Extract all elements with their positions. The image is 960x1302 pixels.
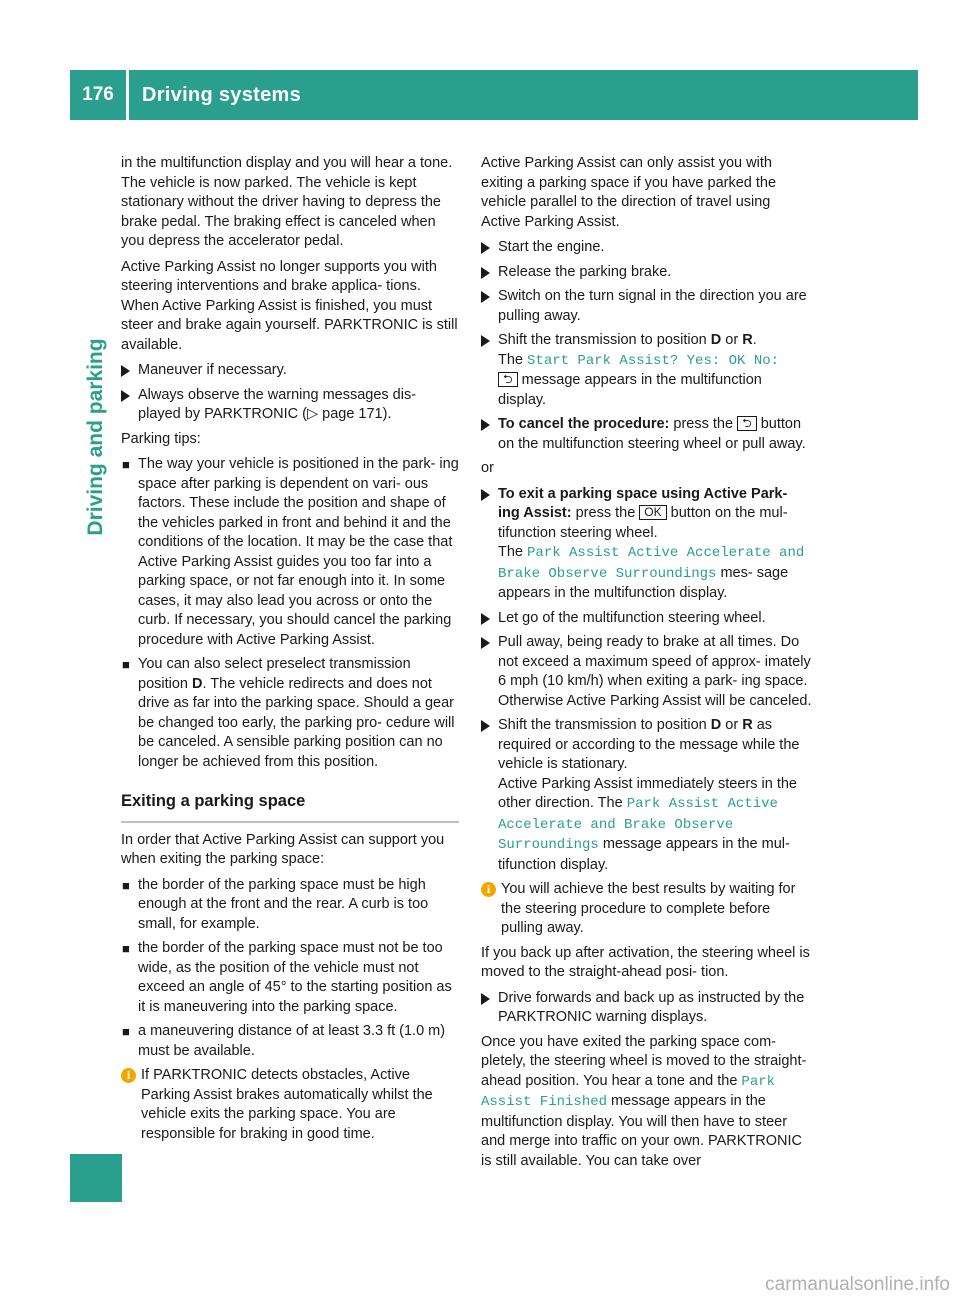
bullet-icon: ■: [122, 657, 130, 672]
step-text: Active Parking Assist immediately steers in the other direction. The: [498, 775, 797, 811]
bullet-item: [121, 1022, 459, 1061]
paragraph: In order that Active Parking Assist can support you when exiting the parking space:: [121, 831, 445, 867]
arrow-icon: [481, 720, 490, 732]
step-text: button on the multifunction steering wheel or pull away.: [498, 416, 806, 452]
gear-d: D: [192, 675, 203, 692]
step-item: [481, 331, 813, 410]
step-text: mes- sage appears in the multifunction display.: [498, 564, 789, 601]
arrow-icon: [481, 993, 490, 1005]
back-button-icon: ⮌: [737, 416, 757, 431]
step-text: Maneuver if necessary.: [138, 362, 287, 378]
arrow-icon: [481, 419, 490, 431]
bullet-text: You can also select preselect transmission position: [138, 656, 411, 692]
step-item: [481, 415, 813, 454]
left-column: [121, 154, 459, 1149]
paragraph: Active Parking Assist can only assist you with exiting a parking space if you have parked the vehicle parallel to the direction of travel using Active Parking Assist.: [481, 155, 777, 230]
step-label: To cancel the procedure:: [498, 416, 670, 432]
step-text: Release the parking brake.: [498, 263, 672, 280]
paragraph-text: Once you have exited the parking space com- pletely, the steering wheel is moved to the straight-ahead position. You hear a tone and the: [481, 1033, 807, 1089]
arrow-icon: [481, 242, 490, 254]
page-number: 176: [82, 84, 114, 105]
bullet-text: . The vehicle redirects and does not drive as far into the parking space. Should a gear be changed too early, the parking pro- cedure will be canceled. A sensible parking position can no longer be achieved from this position.: [138, 675, 455, 770]
bullet-icon: ■: [122, 877, 130, 893]
step-text: Shift the transmission to position: [498, 332, 711, 348]
step-item: [481, 287, 813, 326]
page-ref-link[interactable]: page 171).: [318, 406, 392, 422]
arrow-icon: [121, 365, 130, 377]
step-item: [481, 609, 813, 629]
step-label: To exit a parking space using Active Park- ing Assist:: [498, 485, 788, 521]
step-item: [481, 263, 813, 283]
chapter-marker: [70, 1154, 122, 1202]
bullet-text: a maneuvering distance of at least 3.3 ft (1.0 m) must be available.: [138, 1023, 446, 1059]
paragraph-text: message appears in the multifunction display. You will then have to steer and merge into traffic on your own. PARKTRONIC is still available. You can take over: [481, 1093, 803, 1169]
gear-d: D: [710, 717, 722, 733]
arrow-icon: [481, 613, 490, 625]
gear-d: D: [710, 332, 722, 348]
step-item: [121, 386, 459, 425]
info-text: If PARKTRONIC detects obstacles, Active Parking Assist brakes automatically whilst the vehicle exits the parking space. You are responsible for braking in good time.: [141, 1067, 433, 1142]
or-label: or: [481, 460, 494, 476]
arrow-icon: [481, 489, 490, 501]
info-icon: i: [481, 882, 496, 897]
tips-label: Parking tips:: [121, 430, 201, 447]
step-item: [481, 238, 813, 258]
display-message: Park Assist Active Accelerate and Brake Observe Surroundings: [498, 796, 778, 853]
bullet-item: [121, 876, 459, 935]
bullet-text: the border of the parking space must be high enough at the front and the rear. A curb is too small, for example.: [138, 876, 429, 932]
step-text: button on the mul- tifunction steering wheel.: [498, 505, 788, 541]
display-message: Park Assist Active Accelerate and Brake Observe Surroundings: [498, 545, 805, 582]
step-text: .: [752, 332, 757, 348]
step-text: as required or according to the message while the vehicle is stationary.: [498, 717, 800, 772]
step-text: press the: [669, 416, 738, 432]
step-text: Pull away, being ready to brake at all times. Do not exceed a maximum speed of approx- imately 6 mph (10 km/h) when exiting a park- ing space. Otherwise Active Parking Assist will be canceled.: [498, 634, 812, 709]
chapter-label: Driving and parking: [84, 338, 107, 536]
step-text: Let go of the multifunction steering wheel.: [498, 609, 766, 626]
arrow-icon: [121, 390, 130, 402]
step-item: [481, 989, 813, 1028]
step-text: message appears in the multifunction display.: [498, 372, 762, 408]
step-text: The: [498, 544, 528, 560]
step-text: Switch on the turn signal in the direction you are pulling away.: [498, 288, 807, 324]
bullet-icon: ■: [122, 457, 130, 472]
right-column: [481, 154, 813, 1177]
paragraph: [481, 1033, 813, 1172]
bullet-text: The way your vehicle is positioned in the park- ing space after parking is dependent on vari- ous factors. These include the position and shape of the vehicles parked in front and behind it and the conditions of the location. It may be the case that Active Parking Assist guides you too far into a parking space, or not far enough into it. In some cases, it may also lead you across or onto the curb. If necessary, you should cancel the parking procedure with Active Parking Assist.: [138, 456, 459, 648]
gear-r: R: [742, 717, 753, 733]
bullet-text: the border of the parking space must not be too wide, as the position of the vehicle must not exceed an angle of 45° to the starting position as it is maneuvering into the parking space.: [138, 940, 452, 1015]
paragraph: in the multifunction display and you will hear a tone. The vehicle is now parked. The vehicle is kept stationary without the driver having to depress the brake pedal. The braking effect is canceled when you depress the accelerator pedal.: [121, 155, 453, 249]
step-text: press the: [571, 505, 640, 521]
step-text: Shift the transmission to position: [498, 717, 711, 733]
page-header: [70, 70, 918, 120]
info-text: If you back up after activation, the steering wheel is moved to the straight-ahead posi- tion.: [481, 944, 810, 980]
step-text: Drive forwards and back up as instructed by the PARKTRONIC warning displays.: [498, 989, 805, 1025]
step-text: or: [721, 332, 743, 348]
step-item: [121, 361, 459, 381]
info-text: You will achieve the best results by waiting for the steering procedure to complete before pulling away.: [501, 881, 796, 936]
step-text: or: [721, 717, 743, 733]
arrow-icon: [481, 335, 490, 347]
bullet-item: [121, 655, 459, 772]
bullet-item: [121, 939, 459, 1017]
step-text: message appears in the mul- tifunction display.: [498, 836, 790, 873]
bullet-icon: ■: [122, 1024, 130, 1039]
info-note: [121, 1066, 459, 1144]
bullet-item: [121, 455, 459, 650]
page-ref-icon: ▷: [306, 406, 319, 422]
gear-r: R: [742, 332, 753, 348]
step-item: [481, 716, 813, 875]
step-text: The: [498, 351, 528, 368]
step-item: [481, 485, 813, 604]
step-text: Always observe the warning messages dis- played by PARKTRONIC (: [138, 386, 417, 422]
header-divider: [126, 70, 129, 120]
chapter-tab: [70, 122, 122, 1202]
arrow-icon: [481, 267, 490, 279]
section-title: Driving systems: [142, 83, 302, 106]
display-message: Start Park Assist? Yes: OK No:: [527, 352, 780, 369]
arrow-icon: [481, 291, 490, 303]
watermark: carmanualsonline.info: [765, 1274, 950, 1295]
step-item: [481, 633, 813, 711]
display-message: Park Assist Finished: [481, 1073, 776, 1110]
back-button-icon: ⮌: [498, 372, 518, 387]
info-note: [481, 880, 813, 939]
section-heading: Exiting a parking space: [121, 792, 459, 823]
paragraph: Active Parking Assist no longer supports you with steering interventions and brake applica- tions. When Active Parking Assist is finished, you must steer and brake again yourself. PARKTRONIC is still available.: [121, 258, 458, 353]
step-text: Start the engine.: [498, 239, 605, 255]
info-icon: i: [121, 1068, 136, 1083]
bullet-icon: ■: [122, 941, 130, 956]
arrow-icon: [481, 637, 490, 649]
ok-button-icon: OK: [639, 505, 666, 520]
